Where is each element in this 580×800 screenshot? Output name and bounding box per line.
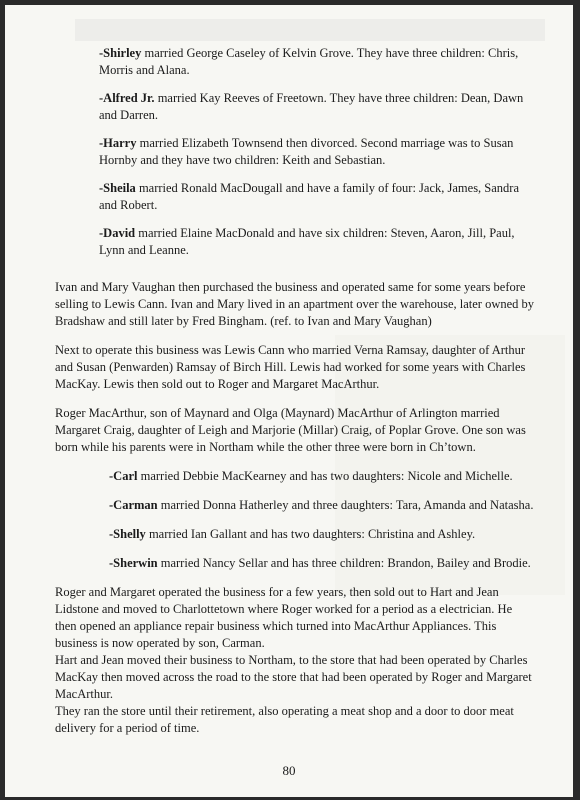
child-text: married Debbie MacKearney and has two daughters: Nicole and Michelle.: [137, 469, 513, 483]
paragraph-retirement: They ran the store until their retirement, also operating a meat shop and a door to door meat delivery for a period of time.: [55, 704, 514, 735]
children-list: [55, 468, 535, 572]
child-name: -Carman: [109, 498, 158, 512]
page-number: 80: [282, 763, 296, 778]
child-name: -Shelly: [109, 527, 146, 541]
show-through-top: [75, 19, 545, 41]
entry-name: -Shirley: [99, 46, 142, 60]
entry-name: -Harry: [99, 136, 137, 150]
paragraph-northam: Hart and Jean moved their business to Northam, to the store that had been operated by Charles MacKay then moved across the road to the store that had been operated by Roger and Margaret MacArthur.: [55, 653, 532, 701]
family-entry-david: [55, 225, 535, 259]
entry-text: married Elaine MacDonald and have six children: Steven, Aaron, Jill, Paul, Lynn and Leanne.: [99, 226, 515, 257]
child-text: married Donna Hatherley and three daughters: Tara, Amanda and Natasha.: [157, 498, 534, 512]
entry-name: -Alfred Jr.: [99, 91, 155, 105]
paragraph-macarthur: Roger MacArthur, son of Maynard and Olga (Maynard) MacArthur of Arlington married Margaret Craig, daughter of Leigh and Marjorie (Millar) Craig, of Poplar Grove. One son was born while his parents were in Northam while the other three were born in Ch’town.: [55, 406, 526, 454]
entry-text: married Ronald MacDougall and have a family of four: Jack, James, Sandra and Robert.: [99, 181, 520, 212]
family-entry-shirley: [55, 45, 535, 79]
child-text: married Ian Gallant and has two daughters: Christina and Ashley.: [145, 527, 476, 541]
entry-text: married Elizabeth Townsend then divorced. Second marriage was to Susan Hornby and they have two children: Keith and Sebastian.: [99, 136, 514, 167]
family-entry-harry: [55, 135, 535, 169]
child-name: -Sherwin: [109, 556, 158, 570]
paragraph-cann: Next to operate this business was Lewis Cann who married Verna Ramsay, daughter of Arthur and Susan (Penwarden) Ramsay of Birch Hill. Lewis had worked for some years with Charles MacKay. Lewis then sold out to Roger and Margaret MacArthur.: [55, 343, 526, 391]
child-entry-sherwin: [55, 555, 535, 572]
child-name: -Carl: [109, 469, 138, 483]
family-entry-sheila: [55, 180, 535, 214]
child-entry-carman: [55, 497, 535, 514]
family-entry-alfred: [55, 90, 535, 124]
entry-text: married Kay Reeves of Freetown. They have three children: Dean, Dawn and Darren.: [99, 91, 524, 122]
entry-text: married George Caseley of Kelvin Grove. They have three children: Chris, Morris and Alana.: [99, 46, 519, 77]
entry-name: -David: [99, 226, 136, 240]
child-entry-carl: [55, 468, 535, 485]
paragraph-vaughan: Ivan and Mary Vaughan then purchased the business and operated same for some years before selling to Lewis Cann. Ivan and Mary lived in an apartment over the warehouse, later owned by Bradshaw and still later by Fred Bingham. (ref. to Ivan and Mary Vaughan): [55, 280, 535, 328]
paragraph-lidstone: Roger and Margaret operated the business for a few years, then sold out to Hart and Jean Lidstone and moved to Charlottetown where Roger worked for a period as a electrician. He then opened an appliance repair business which turned into MacArthur Appliances. This business is now operated by son, Carman.: [55, 585, 513, 650]
document-body: [55, 45, 535, 737]
entry-name: -Sheila: [99, 181, 136, 195]
child-text: married Nancy Sellar and has three children: Brandon, Bailey and Brodie.: [157, 556, 531, 570]
document-page: [5, 5, 573, 797]
child-entry-shelly: [55, 526, 535, 543]
